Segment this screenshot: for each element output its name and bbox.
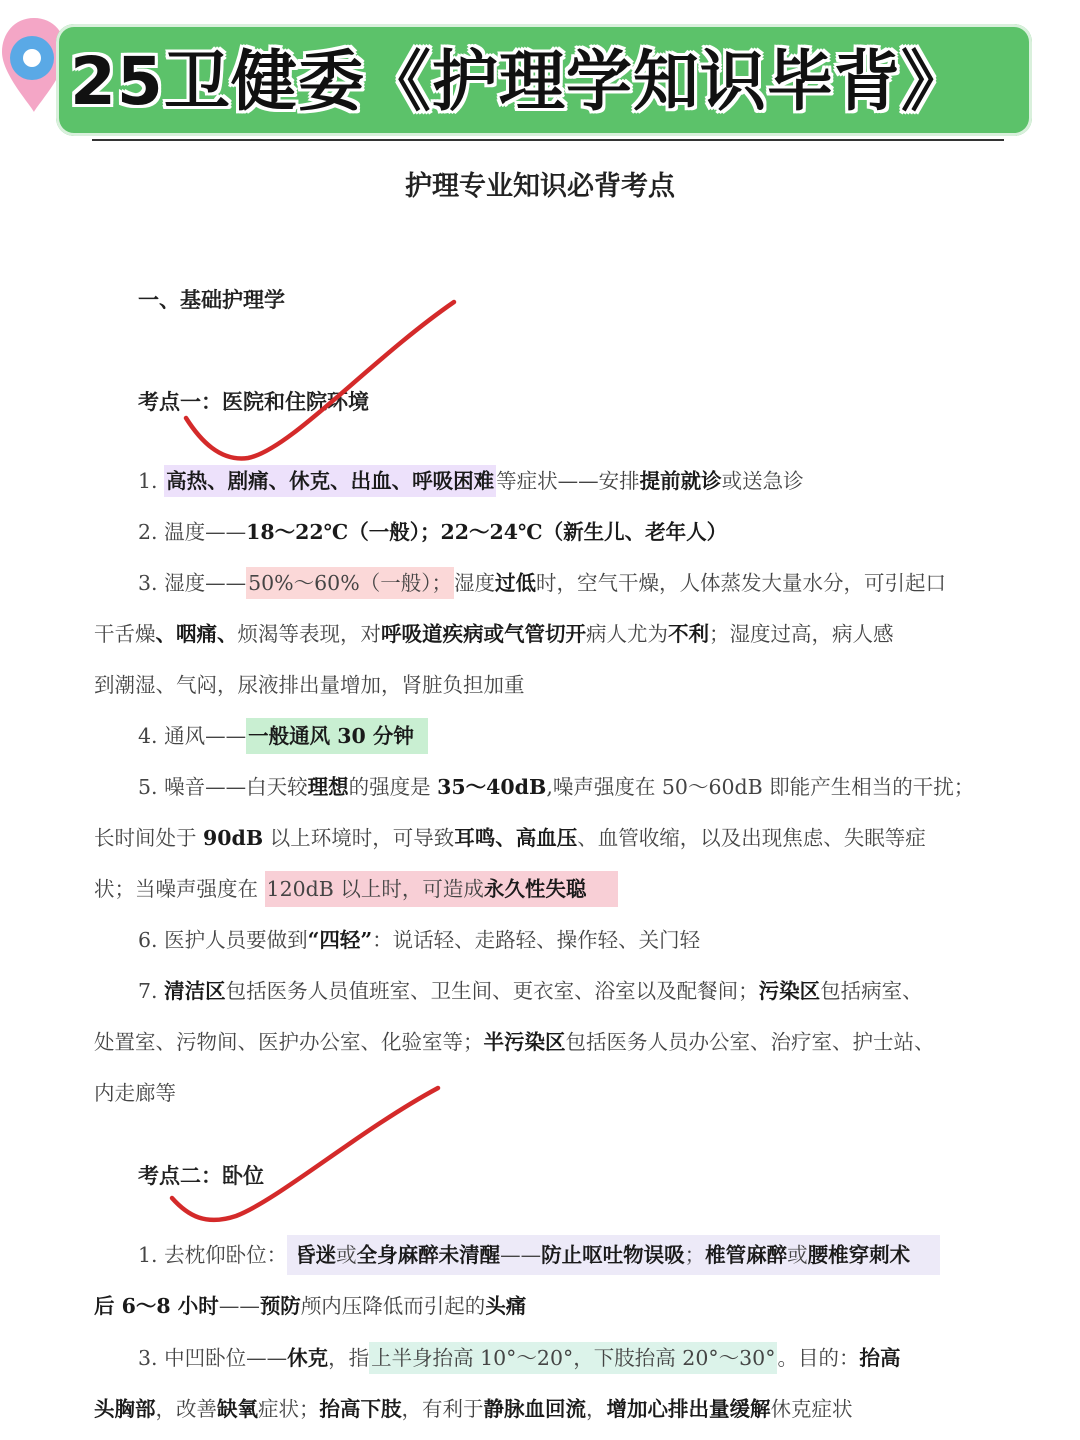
- item-7-line-3: 内走廊等: [94, 1081, 176, 1105]
- item-7-line-2: 处置室、污物间、医护办公室、化验室等；半污染区包括医务人员办公室、治疗室、护士站、: [94, 1030, 935, 1054]
- position-3-line-1: 3. 中凹卧位——休克，指上半身抬高 10°～20°，下肢抬高 20°～30°。目的：抬高: [138, 1338, 1008, 1378]
- item-1: 1. 高热、剧痛、休克、出血、呼吸困难等症状——安排提前就诊或送急诊: [138, 461, 1008, 501]
- checkmark-icon: [170, 290, 470, 470]
- item-5-line-3: 状；当噪声强度在 120dB 以上时，可造成永久性失聪: [94, 869, 1006, 909]
- section-heading: 一、基础护理学: [138, 287, 285, 312]
- item-2: 2. 温度——18～22℃（一般）；22～24℃（新生儿、老年人）: [138, 520, 728, 544]
- item-5-line-2: 长时间处于 90dB 以上环境时，可导致耳鸣、高血压、血管收缩，以及出现焦虑、失眠等症: [94, 826, 926, 850]
- item-4: 4. 通风——一般通风 30 分钟: [138, 716, 1008, 756]
- item-5-line-1: 5. 噪音——白天较理想的强度是 35～40dB,噪声强度在 50～60dB 即能产生相当的干扰；: [138, 775, 975, 799]
- title-rule: [92, 139, 1004, 141]
- position-1-line-1: 1. 去枕仰卧位： 昏迷或全身麻醉未清醒——防止呕吐物误吸；椎管麻醉或腰椎穿刺术: [138, 1235, 1008, 1275]
- page-subtitle: 护理专业知识必背考点: [405, 171, 675, 202]
- banner-title: 25卫健委《护理学知识毕背》: [70, 43, 968, 120]
- item-3-line-1: 3. 湿度——50%～60%（一般）；湿度过低时，空气干燥，人体蒸发大量水分，可引起口: [138, 563, 1008, 603]
- item-3-line-3: 到潮湿、气闷，尿液排出量增加，肾脏负担加重: [94, 673, 525, 697]
- position-1-line-2: 后 6～8 小时——预防颅内压降低而引起的头痛: [94, 1294, 527, 1318]
- position-3-line-2: 头胸部，改善缺氧症状；抬高下肢，有利于静脉血回流，增加心排出量缓解休克症状: [94, 1397, 853, 1421]
- item-3-line-2: 干舌燥、咽痛、烦渴等表现，对呼吸道疾病或气管切开病人尤为不利；湿度过高，病人感: [94, 622, 894, 646]
- item-7-line-1: 7. 清洁区包括医务人员值班室、卫生间、更衣室、浴室以及配餐间；污染区包括病室、: [138, 979, 923, 1003]
- point-heading-2: 考点二：卧位: [138, 1163, 264, 1188]
- point-heading-1: 考点一：医院和住院环境: [138, 389, 369, 414]
- item-6: 6. 医护人员要做到“四轻”：说话轻、走路轻、操作轻、关门轻: [138, 928, 701, 952]
